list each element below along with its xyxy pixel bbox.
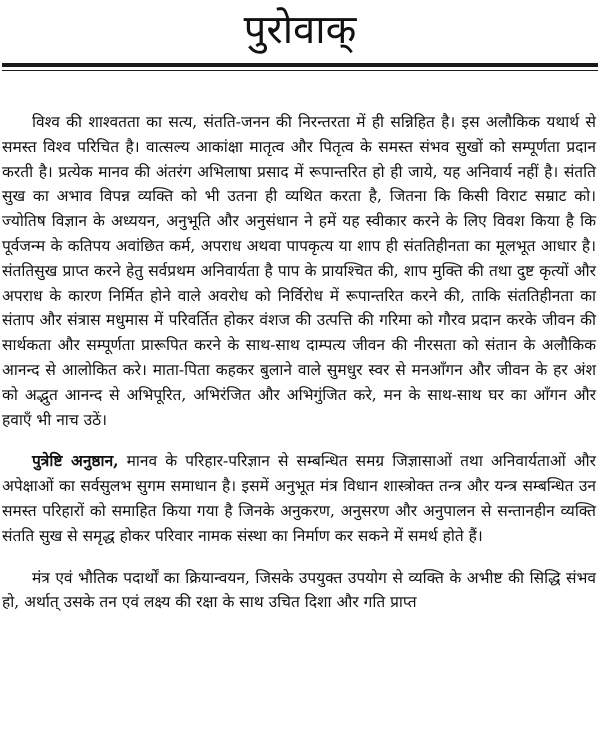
paragraph-2-text: मानव के परिहार-परिज्ञान से सम्बन्धित समग्र जिज्ञासाओं तथा अनिवार्यताओं और अपेक्षाओं का सर्वसुलभ सुगम समाधान है। इसमें अनुभूत मंत्र विधान शास्त्रोक्त तन्त्र और यन्त्र सम्बन्धित उन समस्त परिहारों को समाहित किया गया है जिनके अनुकरण, अनुसरण और अनुपालन से सन्तानहीन व्यक्ति संतति सुख से समृद्ध होकर परिवार नामक संस्था का निर्माण कर सकने में समर्थ होते हैं। bbox=[2, 452, 596, 545]
paragraph-2 bbox=[2, 449, 596, 548]
title-underline-thin bbox=[2, 70, 598, 71]
paragraph-1-text: विश्व की शाश्वतता का सत्य, संतति-जनन की निरन्तरता में ही सन्निहित है। इस अलौकिक यथार्थ से समस्त विश्व परिचित है। वात्सल्य आकांक्षा मातृत्व और पितृत्व के समस्त संभव सुखों को सम्पूर्णता प्रदान करती है। प्रत्येक मानव की अंतरंग अभिलाषा प्रसाद में रूपान्तरित हो ही जाये, यह अनिवार्य नहीं है। संतति सुख का अभाव विपन्न व्यक्ति को भी उतना ही व्यथित करता है, जितना कि किसी विराट सम्राट को। ज्योतिष विज्ञान के अध्ययन, अनुभूति और अनुसंधान ने हमें यह स्वीकार करने के लिए विवश किया है कि पूर्वजन्म के कतिपय अवांछित कर्म, अपराध अथवा पापकृत्य या शाप ही संततिहीनता का मूलभूत आधार है। संततिसुख प्राप्त करने हेतु सर्वप्रथम अनिवार्यता है पाप के प्रायश्चित की, शाप मुक्ति की तथा दुष्ट कृत्यों और अपराध के कारण निर्मित होने वाले अवरोध को निर्विरोध में रूपान्तरित करने की, ताकि संततिहीनता का संताप और संत्रास मधुमास में परिवर्तित होकर वंशज की उत्पत्ति की गरिमा को गौरव प्रदान करके जीवन की सार्थकता और सम्पूर्णता प्रारूपित करने के साथ-साथ दाम्पत्य जीवन की नीरसता को संतान के अलौकिक आनन्द से आलोकित करे। माता-पिता कहकर बुलाने वाले सुमधुर स्वर से मनआँगन और जीवन के हर अंश को अद्भुत आनन्द से अभिपूरित, अभिरंजित और अभिगुंजित करे, मन के साथ-साथ घर का आँगन और हवाएँ भी नाच उठें। bbox=[2, 113, 596, 429]
paragraph-2-lead: पुत्रेष्टि अनुष्ठान, bbox=[32, 451, 119, 471]
body-text bbox=[2, 110, 596, 615]
paragraph-3 bbox=[2, 566, 596, 616]
page-title: पुरोवाक् bbox=[243, 7, 357, 53]
title-underline-thick bbox=[2, 63, 598, 67]
paragraph-3-text: मंत्र एवं भौतिक पदार्थों का क्रियान्वयन, जिसके उपयुक्त उपयोग से व्यक्ति के अभीष्ट की सिद्धि संभव हो, अर्थात् उसके तन एवं लक्ष्य की रक्षा के साथ उचित दिशा और गति प्राप्त bbox=[2, 568, 596, 612]
paragraph-1 bbox=[2, 110, 596, 432]
